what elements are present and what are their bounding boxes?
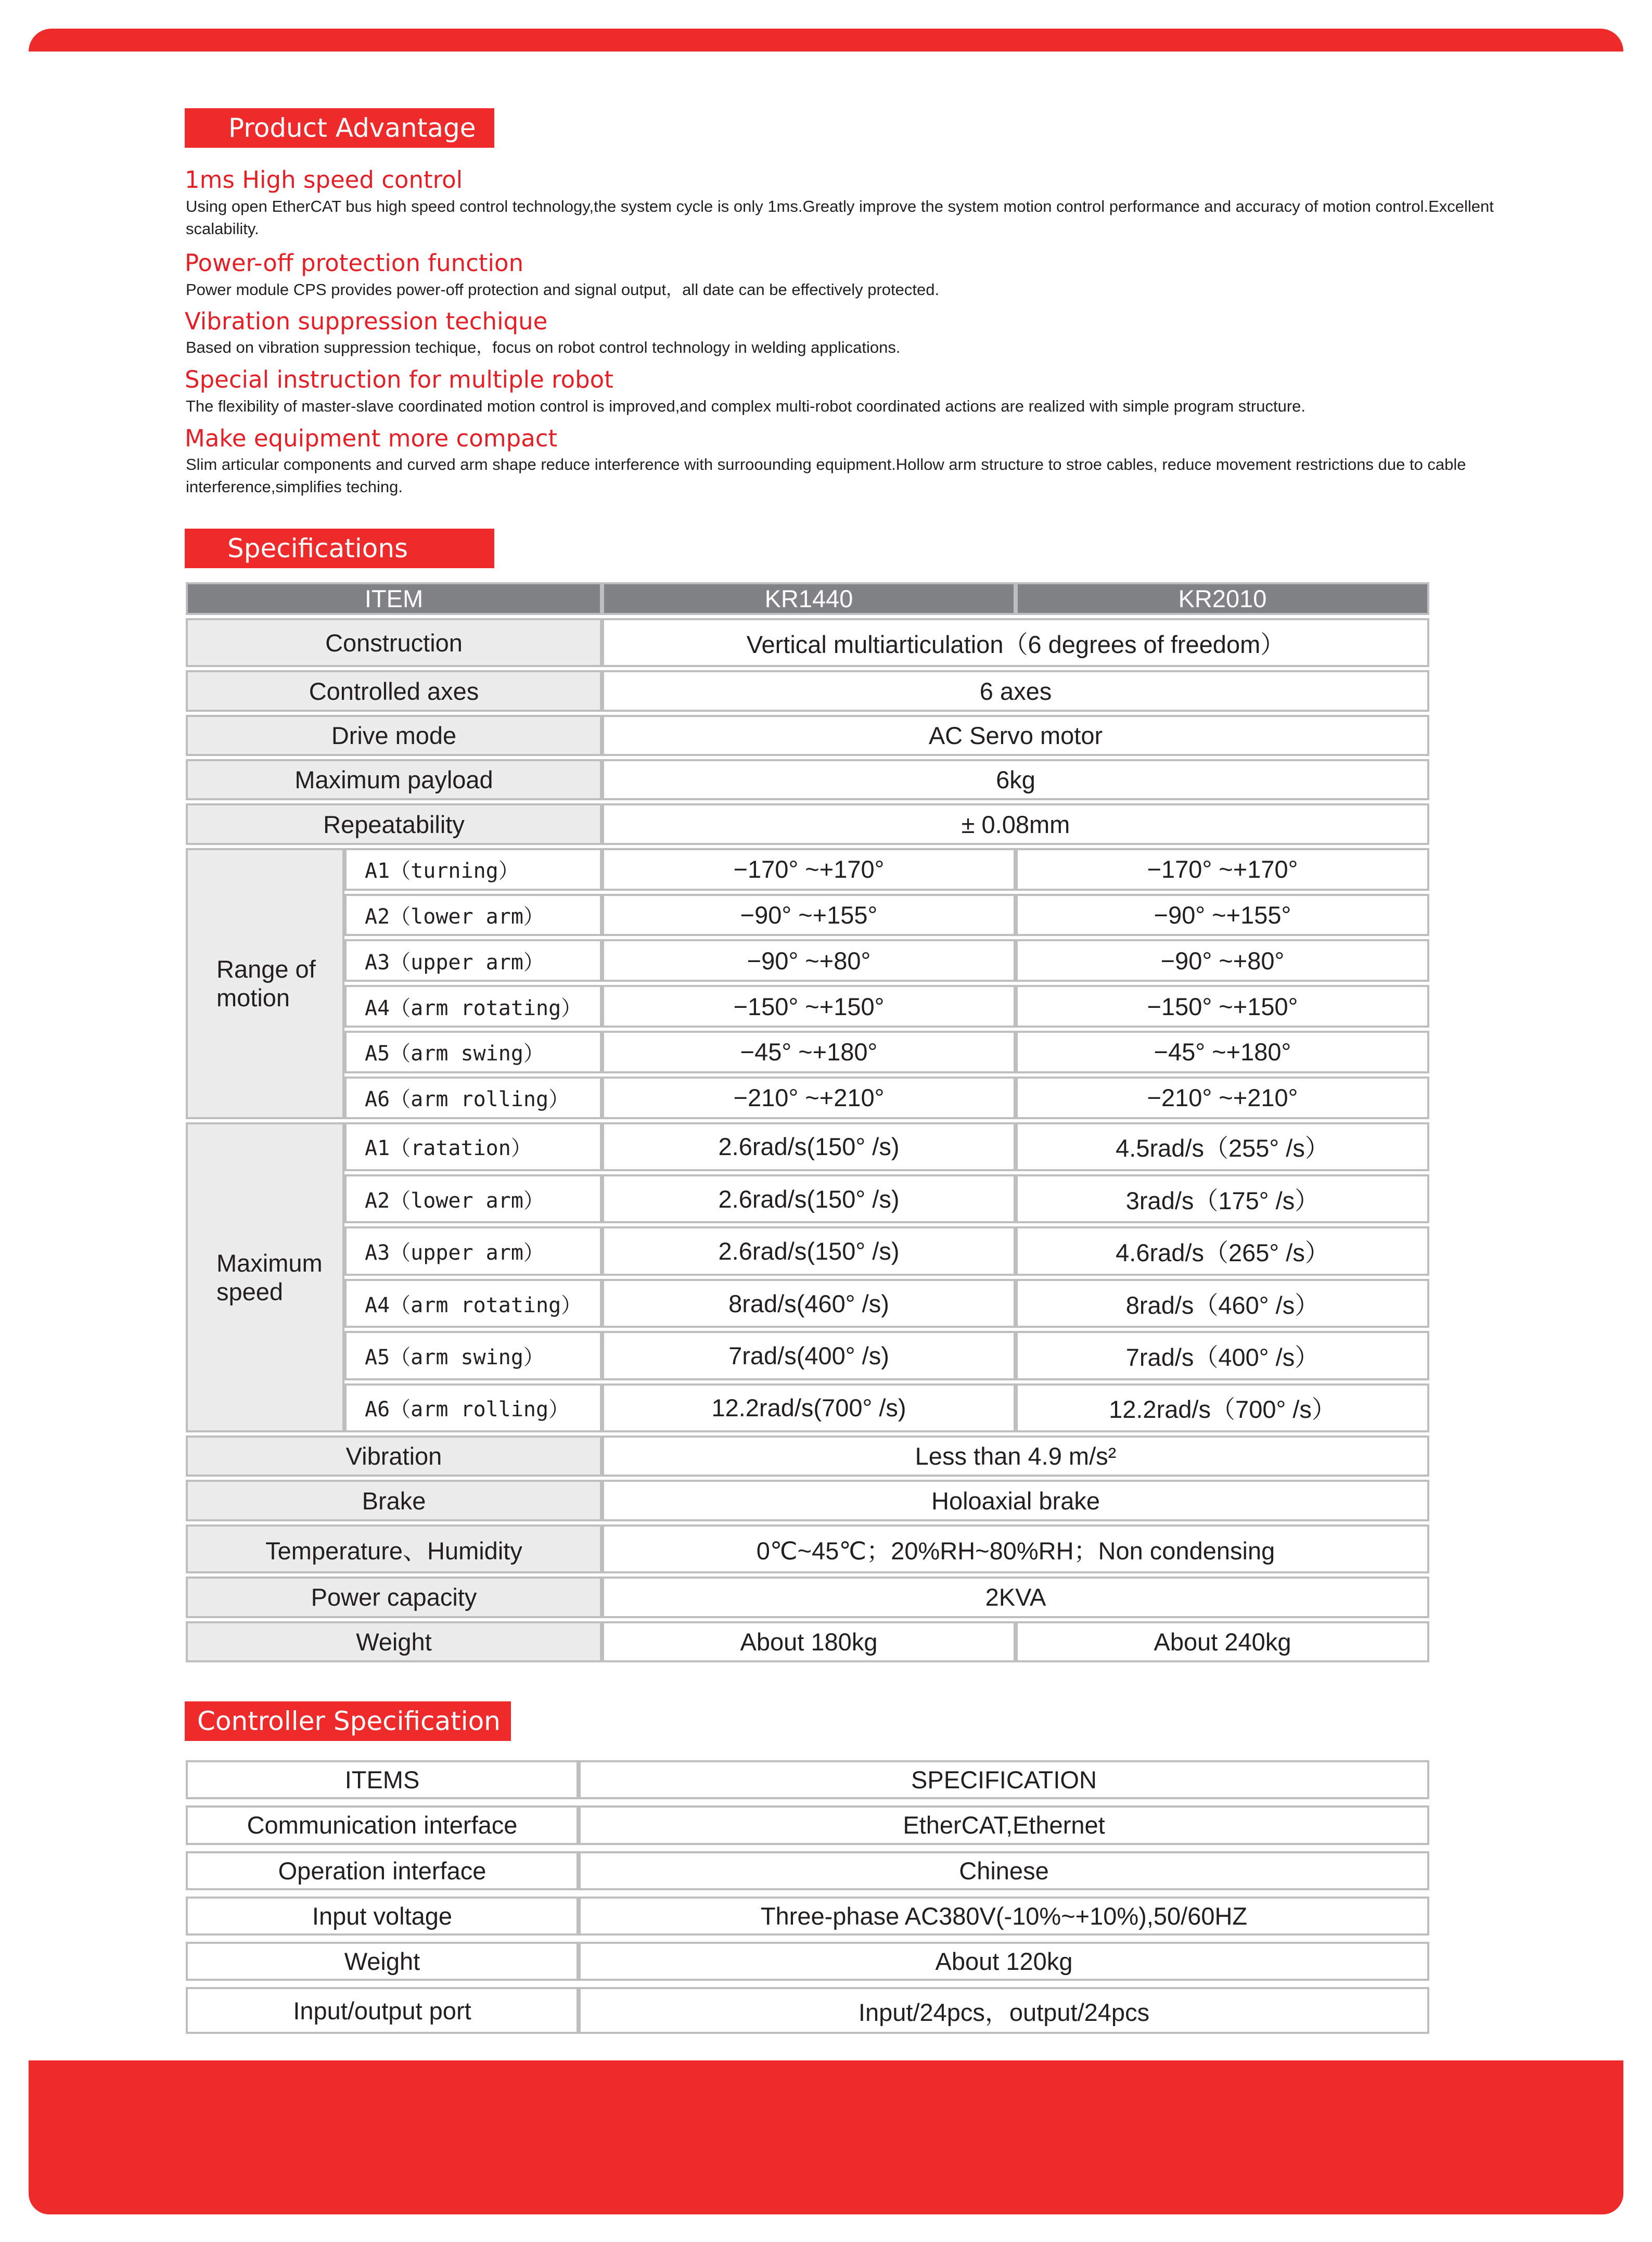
header-kr2010: KR2010 bbox=[1016, 582, 1429, 615]
row-repeatability bbox=[186, 803, 1429, 844]
speed-row-a4 bbox=[186, 1279, 1429, 1328]
controller-spec-heading: Controller Specification bbox=[185, 1701, 511, 1741]
speed-row-a6 bbox=[186, 1383, 1429, 1432]
ctrl-spec: EtherCAT,Ethernet bbox=[579, 1805, 1429, 1844]
speed-axis-label: A2（lower arm） bbox=[344, 1174, 602, 1223]
row-drive-mode bbox=[186, 715, 1429, 756]
range-row-a3 bbox=[186, 939, 1429, 982]
speed-axis-label: A6（arm rolling） bbox=[344, 1383, 602, 1432]
row-vibration bbox=[186, 1436, 1429, 1477]
power-value: 2KVA bbox=[602, 1577, 1429, 1618]
row-max-payload bbox=[186, 759, 1429, 800]
top-accent-band bbox=[29, 29, 1623, 52]
construction-label: Construction bbox=[186, 618, 602, 667]
speed-row-a3 bbox=[186, 1226, 1429, 1275]
advantage-body-4: The flexibility of master-slave coordinated motion control is improved,and complex multi-robot coordinated actions are realized with simple program structure. bbox=[186, 397, 1306, 415]
power-label: Power capacity bbox=[186, 1577, 602, 1618]
spec-header-row bbox=[186, 582, 1429, 615]
row-controlled-axes bbox=[186, 670, 1429, 711]
bottom-accent-band bbox=[29, 2060, 1623, 2214]
ctrl-spec: Three-phase AC380V(-10%~+10%),50/60HZ bbox=[579, 1897, 1429, 1936]
advantage-title-4: Special instruction for multiple robot bbox=[185, 366, 613, 393]
temperature-label: Temperature、Humidity bbox=[186, 1524, 602, 1573]
range-kr1440: −90° ~+80° bbox=[602, 939, 1016, 982]
specifications-table bbox=[186, 579, 1429, 1666]
weight-kr2010: About 240kg bbox=[1016, 1621, 1429, 1662]
range-kr2010: −90° ~+80° bbox=[1016, 939, 1429, 982]
speed-kr1440: 8rad/s(460° /s) bbox=[602, 1279, 1016, 1328]
range-row-a4 bbox=[186, 985, 1429, 1028]
controlled-axes-label: Controlled axes bbox=[186, 670, 602, 711]
speed-kr2010: 4.5rad/s（255° /s） bbox=[1016, 1122, 1429, 1171]
max-payload-value: 6kg bbox=[602, 759, 1429, 800]
controller-row bbox=[186, 1805, 1429, 1844]
row-weight bbox=[186, 1621, 1429, 1662]
controller-row bbox=[186, 1987, 1429, 2034]
max-payload-label: Maximum payload bbox=[186, 759, 602, 800]
range-kr1440: −150° ~+150° bbox=[602, 985, 1016, 1028]
advantage-body-2: Power module CPS provides power-off protection and signal output，all date can be effectively protected. bbox=[186, 280, 940, 299]
controller-row bbox=[186, 1897, 1429, 1936]
brake-label: Brake bbox=[186, 1480, 602, 1521]
speed-kr1440: 7rad/s(400° /s) bbox=[602, 1331, 1016, 1380]
advantage-body-5: Slim articular components and curved arm shape reduce interference with surroounding equipment.Hollow arm structure to stroe cables, reduce movement restrictions due to cable interference,simplifies teching. bbox=[186, 455, 1466, 496]
speed-axis-label: A4（arm rotating） bbox=[344, 1279, 602, 1328]
vibration-value: Less than 4.9 m/s² bbox=[602, 1436, 1429, 1477]
row-construction bbox=[186, 618, 1429, 667]
range-row-a5 bbox=[186, 1031, 1429, 1073]
ctrl-header-items: ITEMS bbox=[186, 1760, 579, 1799]
range-row-a2 bbox=[186, 894, 1429, 937]
controller-row bbox=[186, 1942, 1429, 1981]
advantage-title-5: Make equipment more compact bbox=[185, 425, 558, 452]
speed-row-a5 bbox=[186, 1331, 1429, 1380]
ctrl-spec: Input/24pcs，output/24pcs bbox=[579, 1987, 1429, 2034]
range-of-motion-label: Range of motion bbox=[186, 848, 344, 1119]
range-axis-label: A2（lower arm） bbox=[344, 894, 602, 937]
ctrl-spec: Chinese bbox=[579, 1851, 1429, 1890]
header-kr1440: KR1440 bbox=[602, 582, 1016, 615]
maximum-speed-label: Maximum speed bbox=[186, 1122, 344, 1433]
advantage-title-3: Vibration suppression techique bbox=[185, 308, 548, 335]
range-kr2010: −150° ~+150° bbox=[1016, 985, 1429, 1028]
range-axis-label: A5（arm swing） bbox=[344, 1031, 602, 1073]
speed-kr1440: 12.2rad/s(700° /s) bbox=[602, 1383, 1016, 1432]
controller-table bbox=[186, 1754, 1429, 2040]
speed-row-a1 bbox=[186, 1122, 1429, 1171]
range-kr1440: −210° ~+210° bbox=[602, 1077, 1016, 1119]
ctrl-item: Input/output port bbox=[186, 1987, 579, 2034]
speed-kr2010: 8rad/s（460° /s） bbox=[1016, 1279, 1429, 1328]
ctrl-item: Input voltage bbox=[186, 1897, 579, 1936]
speed-kr2010: 4.6rad/s（265° /s） bbox=[1016, 1226, 1429, 1275]
speed-kr1440: 2.6rad/s(150° /s) bbox=[602, 1122, 1016, 1171]
speed-kr2010: 12.2rad/s（700° /s） bbox=[1016, 1383, 1429, 1432]
speed-axis-label: A1（ratation） bbox=[344, 1122, 602, 1171]
row-brake bbox=[186, 1480, 1429, 1521]
advantage-body-1: Using open EtherCAT bus high speed control technology,the system cycle is only 1ms.Greatly improve the system motion control performance and accuracy of motion control.Excellent scalability. bbox=[186, 197, 1494, 238]
row-temperature bbox=[186, 1524, 1429, 1573]
brake-value: Holoaxial brake bbox=[602, 1480, 1429, 1521]
ctrl-item: Communication interface bbox=[186, 1805, 579, 1844]
header-item: ITEM bbox=[186, 582, 602, 615]
range-axis-label: A1（turning） bbox=[344, 848, 602, 891]
speed-kr2010: 3rad/s（175° /s） bbox=[1016, 1174, 1429, 1223]
range-kr2010: −210° ~+210° bbox=[1016, 1077, 1429, 1119]
speed-axis-label: A5（arm swing） bbox=[344, 1331, 602, 1380]
repeatability-value: ± 0.08mm bbox=[602, 803, 1429, 844]
drive-mode-label: Drive mode bbox=[186, 715, 602, 756]
range-kr2010: −45° ~+180° bbox=[1016, 1031, 1429, 1073]
speed-kr2010: 7rad/s（400° /s） bbox=[1016, 1331, 1429, 1380]
weight-kr1440: About 180kg bbox=[602, 1621, 1016, 1662]
controller-row bbox=[186, 1851, 1429, 1890]
weight-label: Weight bbox=[186, 1621, 602, 1662]
range-row-a6 bbox=[186, 1077, 1429, 1119]
drive-mode-value: AC Servo motor bbox=[602, 715, 1429, 756]
product-advantage-heading: Product Advantage bbox=[185, 108, 494, 148]
ctrl-item: Operation interface bbox=[186, 1851, 579, 1890]
speed-kr1440: 2.6rad/s(150° /s) bbox=[602, 1226, 1016, 1275]
ctrl-item: Weight bbox=[186, 1942, 579, 1981]
speed-row-a2 bbox=[186, 1174, 1429, 1223]
controlled-axes-value: 6 axes bbox=[602, 670, 1429, 711]
range-kr1440: −45° ~+180° bbox=[602, 1031, 1016, 1073]
ctrl-spec: About 120kg bbox=[579, 1942, 1429, 1981]
range-kr2010: −90° ~+155° bbox=[1016, 894, 1429, 937]
advantage-body-3: Based on vibration suppression techique，focus on robot control technology in welding applications. bbox=[186, 338, 901, 356]
ctrl-header-spec: SPECIFICATION bbox=[579, 1760, 1429, 1799]
range-axis-label: A4（arm rotating） bbox=[344, 985, 602, 1028]
range-row-a1 bbox=[186, 848, 1429, 891]
range-kr1440: −170° ~+170° bbox=[602, 848, 1016, 891]
range-kr2010: −170° ~+170° bbox=[1016, 848, 1429, 891]
speed-axis-label: A3（upper arm） bbox=[344, 1226, 602, 1275]
range-axis-label: A6（arm rolling） bbox=[344, 1077, 602, 1119]
advantage-title-2: Power-off protection function bbox=[185, 249, 524, 277]
range-kr1440: −90° ~+155° bbox=[602, 894, 1016, 937]
temperature-value: 0℃~45℃；20%RH~80%RH；Non condensing bbox=[602, 1524, 1429, 1573]
controller-header-row bbox=[186, 1760, 1429, 1799]
construction-value: Vertical multiarticulation（6 degrees of freedom） bbox=[602, 618, 1429, 667]
specifications-heading: Specifications bbox=[185, 529, 494, 568]
row-power bbox=[186, 1577, 1429, 1618]
advantage-title-1: 1ms High speed control bbox=[185, 166, 463, 194]
repeatability-label: Repeatability bbox=[186, 803, 602, 844]
speed-kr1440: 2.6rad/s(150° /s) bbox=[602, 1174, 1016, 1223]
vibration-label: Vibration bbox=[186, 1436, 602, 1477]
range-axis-label: A3（upper arm） bbox=[344, 939, 602, 982]
